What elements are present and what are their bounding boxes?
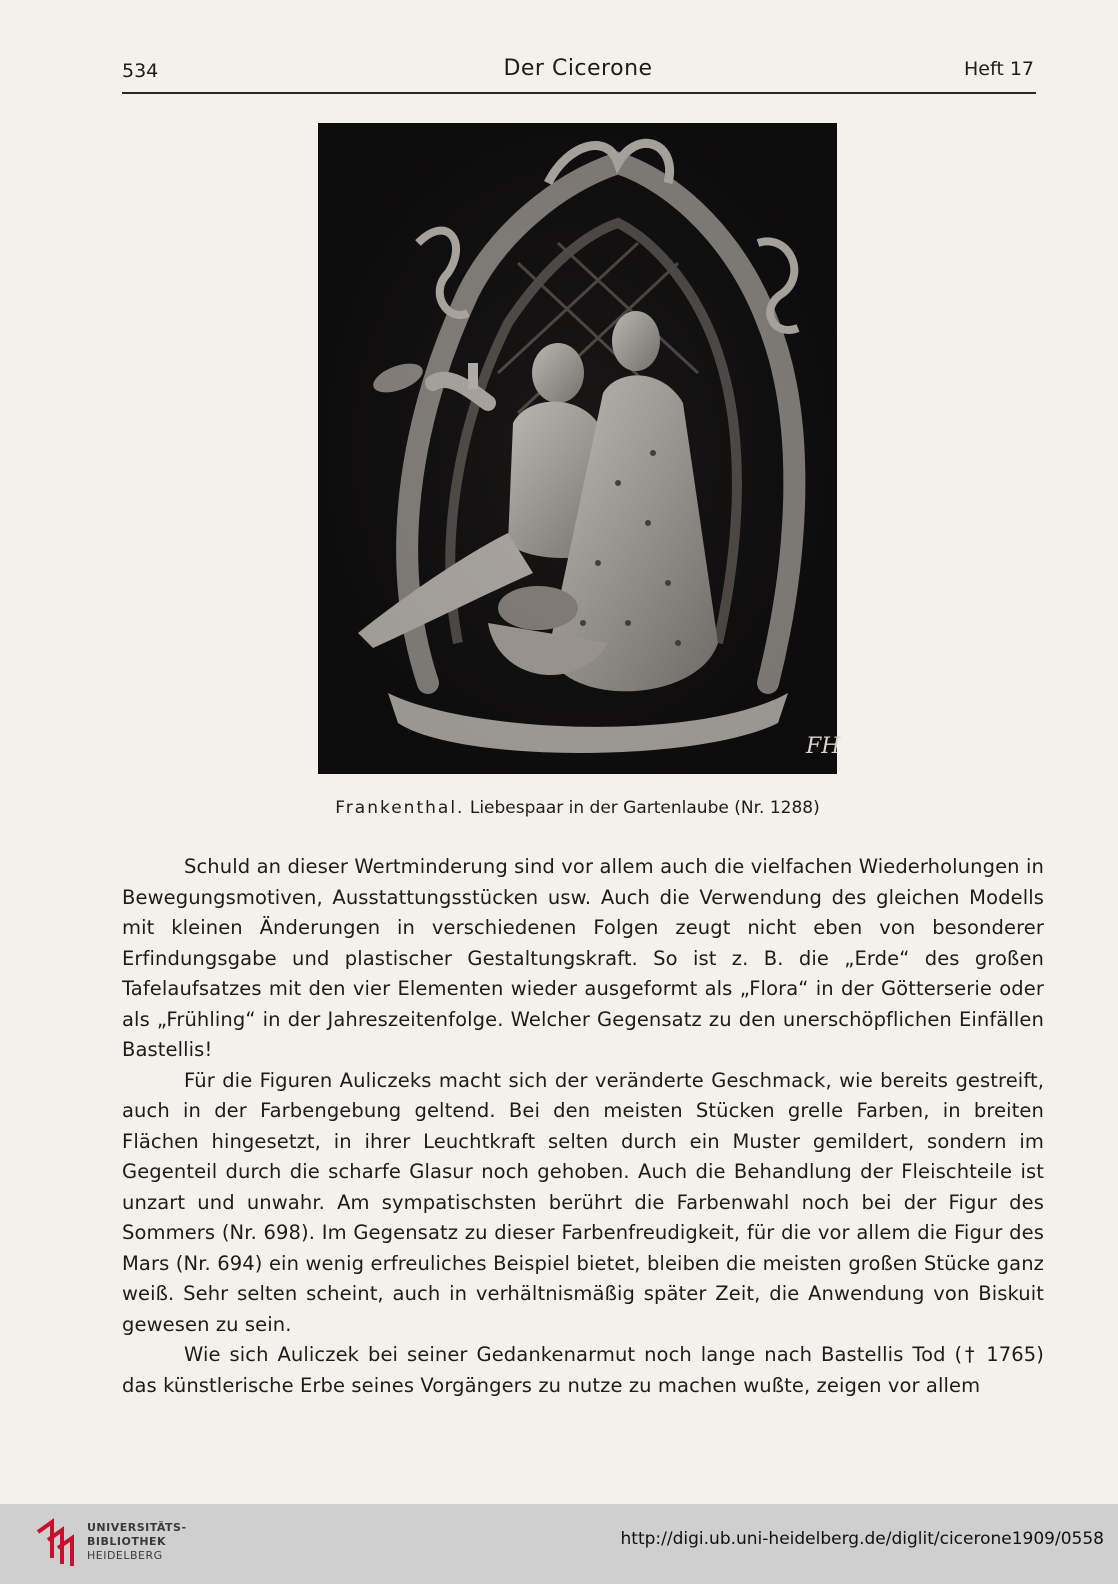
paragraph-1: Schuld an dieser Wertminderung sind vor allem auch die vielfachen Wiederholungen in Bewegungsmotiven, Ausstattungsstücken usw. Auch die Verwendung des gleichen Modells mit kleinen Änderungen in verschiedenen Folgen zeugt nicht eben von besonderer Erfindungsgabe und plastischer Gestaltungskraft. So ist z. B. die „Erde“ des großen Tafelaufsatzes mit den vier Elementen wieder ausgeformt als „Flora“ in der Götterserie oder als „Frühling“ in der Jahreszeitenfolge. Welcher Gegensatz zu den unerschöpflichen Einfällen Bastellis! bbox=[122, 855, 1044, 1061]
permalink-url[interactable]: http://digi.ub.uni-heidelberg.de/diglit/cicerone1909/0558 bbox=[620, 1529, 1104, 1549]
porcelain-group-image bbox=[318, 123, 841, 774]
library-line-2: BIBLIOTHEK bbox=[87, 1535, 167, 1548]
figure-photograph bbox=[318, 123, 841, 774]
figure-caption bbox=[318, 798, 837, 818]
ub-heidelberg-logo-icon[interactable] bbox=[34, 1518, 78, 1568]
viewer-footer bbox=[0, 1504, 1118, 1584]
paragraph-3: Wie sich Auliczek bei seiner Gedankenarmut noch lange nach Bastellis Tod († 1765) das künstlerische Erbe seines Vorgängers zu nutze zu machen wußte, zeigen vor allem bbox=[122, 1343, 1044, 1397]
monogram: FH bbox=[806, 734, 841, 759]
running-title: Der Cicerone bbox=[503, 56, 653, 81]
page-number: 534 bbox=[122, 60, 159, 82]
issue-label: Heft 17 bbox=[964, 58, 1034, 80]
body-text bbox=[122, 852, 1044, 1401]
library-line-3: HEIDELBERG bbox=[87, 1549, 163, 1562]
paragraph-2: Für die Figuren Auliczeks macht sich der veränderte Geschmack, wie bereits gestreift, auch in der Farbengebung geltend. Bei den meisten Stücken grelle Farben, in breiten Flächen hingesetzt, in ihrer Leuchtkraft selten durch ein Muster gemildert, sondern im Gegenteil durch die scharfe Glasur noch gehoben. Auch die Behandlung der Fleischteile ist unzart und unwahr. Am sympatischsten berührt die Farbenwahl noch bei der Figur des Sommers (Nr. 698). Im Gegensatz zu dieser Farbenfreudigkeit, für die vor allem die Figur des Mars (Nr. 694) ein wenig erfreuliches Beispiel bietet, bleiben die meisten großen Stücke ganz weiß. Sehr selten scheint, auch in verhältnismäßig später Zeit, die Anwendung von Biskuit gewesen zu sein. bbox=[122, 1068, 1044, 1336]
library-line-1: UNIVERSITÄTS- bbox=[87, 1521, 187, 1534]
header-rule bbox=[122, 92, 1036, 94]
library-name[interactable] bbox=[87, 1521, 187, 1563]
caption-place: Frankenthal. bbox=[335, 798, 465, 818]
caption-text: Liebespaar in der Gartenlaube (Nr. 1288) bbox=[464, 798, 820, 818]
page-header bbox=[122, 56, 1034, 90]
